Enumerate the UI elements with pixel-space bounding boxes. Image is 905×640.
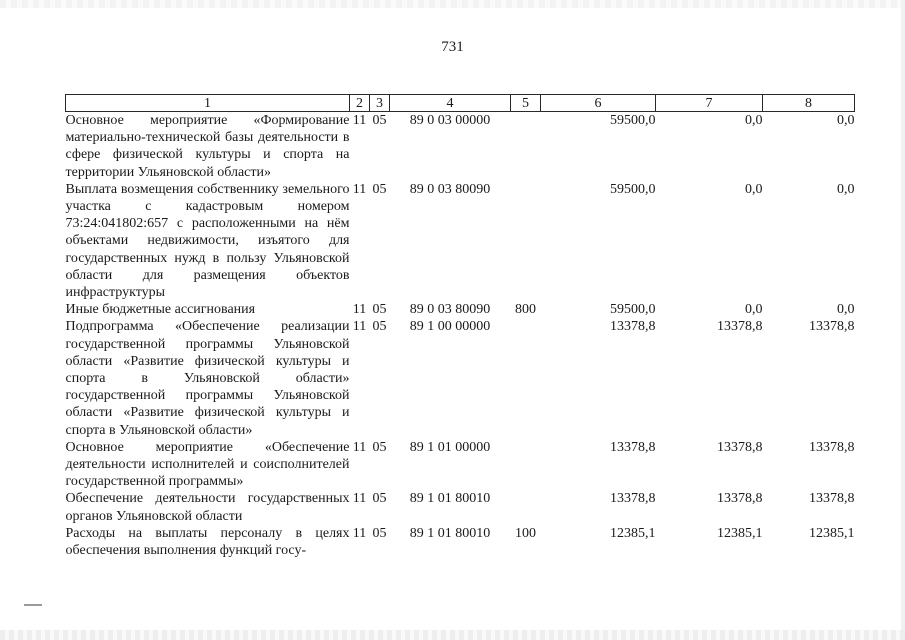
row-section: 11 [352, 302, 367, 318]
row-amount-col7: 0,0 [745, 181, 763, 197]
page-number: 731 [441, 39, 464, 55]
row-amount-col8: 13378,8 [809, 491, 855, 507]
row-subsection: 05 [372, 181, 387, 197]
row-amount-col8: 12385,1 [809, 525, 855, 541]
row-amount-col6: 13378,8 [610, 439, 656, 455]
table-row [66, 301, 855, 318]
row-expense-type: 800 [515, 302, 536, 318]
row-subsection: 05 [372, 525, 387, 541]
row-target-code: 89 0 03 80090 [409, 181, 491, 197]
header-col-1: 1 [66, 95, 350, 112]
row-name: Основное мероприятие «Формирование материально-технической базы деятельности в сфере физической культуры и спорта на территории Ульяновской области» [65, 113, 350, 180]
header-col-5: 5 [511, 95, 541, 112]
row-target-code: 89 1 00 00000 [409, 319, 491, 335]
row-target-code: 89 0 03 80090 [409, 302, 491, 318]
row-section: 11 [352, 525, 367, 541]
row-expense-type [511, 318, 541, 438]
row-target-code: 89 1 01 00000 [409, 439, 491, 455]
row-amount-col8: 0,0 [837, 181, 855, 197]
row-subsection: 05 [372, 491, 387, 507]
table-row [66, 525, 855, 559]
row-target-code: 89 1 01 80010 [409, 525, 491, 541]
row-expense-type [511, 112, 541, 181]
budget-table [65, 94, 855, 559]
row-amount-col6: 59500,0 [610, 113, 656, 128]
table-row [66, 439, 855, 491]
row-name: Иные бюджетные ассигнования [65, 302, 256, 318]
table-row [66, 181, 855, 301]
row-amount-col7: 0,0 [745, 302, 763, 318]
header-col-7: 7 [656, 95, 763, 112]
row-expense-type: 100 [515, 525, 536, 541]
header-col-2: 2 [350, 95, 370, 112]
row-amount-col7: 0,0 [745, 113, 763, 128]
table-row [66, 490, 855, 524]
row-section: 11 [352, 491, 367, 507]
scan-edge-top [0, 0, 905, 8]
table-header [66, 95, 855, 112]
row-name: Выплата возмещения собственнику земельного участка с кадастровым номером 73:24:041802:657 с расположенными на нём объектами недвижимости, изъятого для государственных нужд в пользу Ульяновской области для размещения объектов инфраструктуры [65, 181, 350, 301]
row-section: 11 [352, 113, 367, 128]
row-target-code: 89 0 03 00000 [409, 113, 491, 128]
row-expense-type [511, 439, 541, 491]
row-name: Обеспечение деятельности государственных органов Ульяновской области [65, 491, 350, 524]
row-amount-col7: 13378,8 [717, 439, 763, 455]
row-amount-col7: 13378,8 [717, 319, 763, 335]
row-amount-col7: 12385,1 [717, 525, 763, 541]
row-subsection: 05 [372, 439, 387, 455]
header-row [66, 95, 855, 112]
row-amount-col6: 59500,0 [610, 181, 656, 197]
row-name: Подпрограмма «Обеспечение реализации государственной программы Ульяновской области «Развитие физической культуры и спорта в Ульяновской области» государственной программы Ульяновской области «Развитие физической культуры и спорта в Ульяновской области» [65, 319, 350, 438]
row-expense-type [511, 181, 541, 301]
scan-edge-bottom [0, 630, 905, 640]
table-row [66, 318, 855, 438]
header-col-8: 8 [763, 95, 855, 112]
row-section: 11 [352, 181, 367, 197]
row-amount-col8: 0,0 [837, 113, 855, 128]
table-body [66, 112, 855, 560]
row-amount-col6: 13378,8 [610, 491, 656, 507]
row-expense-type [511, 490, 541, 524]
row-subsection: 05 [372, 302, 387, 318]
row-amount-col7: 13378,8 [717, 491, 763, 507]
row-subsection: 05 [372, 113, 387, 128]
row-name: Основное мероприятие «Обеспечение деятельности исполнителей и соисполнителей государственной программы» [65, 439, 350, 490]
header-col-3: 3 [370, 95, 390, 112]
margin-mark [24, 604, 42, 606]
row-amount-col8: 13378,8 [809, 439, 855, 455]
row-amount-col6: 13378,8 [610, 319, 656, 335]
row-target-code: 89 1 01 80010 [409, 491, 491, 507]
scan-edge-right [901, 0, 905, 640]
row-amount-col6: 12385,1 [610, 525, 656, 541]
row-section: 11 [352, 319, 367, 335]
row-amount-col8: 13378,8 [809, 319, 855, 335]
row-amount-col6: 59500,0 [610, 302, 656, 318]
row-name: Расходы на выплаты персоналу в целях обеспечения выполнения функций госу- [65, 525, 350, 559]
row-subsection: 05 [372, 319, 387, 335]
row-amount-col8: 0,0 [837, 302, 855, 318]
header-col-4: 4 [390, 95, 511, 112]
header-col-6: 6 [541, 95, 656, 112]
table-row [66, 112, 855, 181]
row-section: 11 [352, 439, 367, 455]
